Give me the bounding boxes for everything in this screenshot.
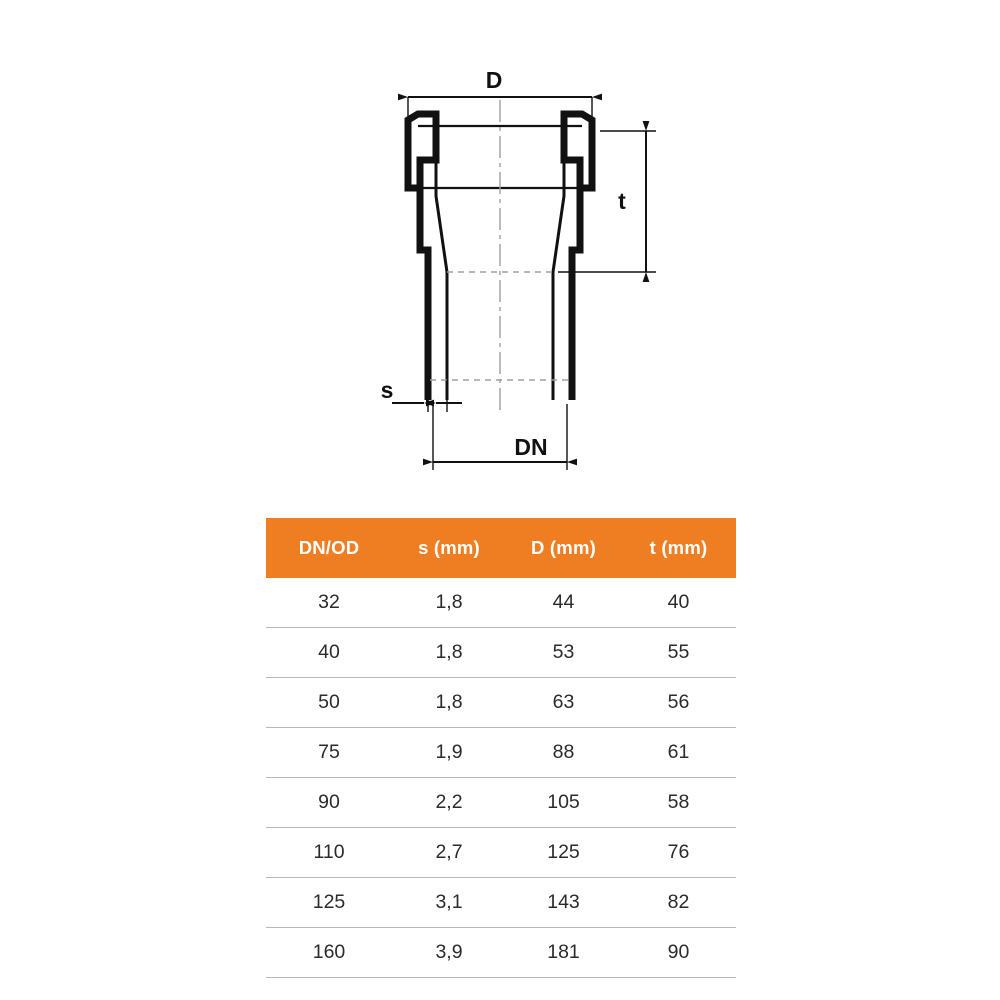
- table-row: [266, 678, 736, 728]
- dimension-s: [381, 377, 462, 412]
- cell-s: 1,8: [392, 628, 506, 678]
- cell-d: 105: [506, 778, 621, 828]
- table-body: [266, 578, 736, 978]
- cell-dn: 50: [266, 678, 392, 728]
- cell-t: 56: [621, 678, 736, 728]
- table-row: [266, 628, 736, 678]
- cell-s: 2,2: [392, 778, 506, 828]
- cell-s: 2,7: [392, 828, 506, 878]
- cell-dn: 40: [266, 628, 392, 678]
- column-header-s: s (mm): [392, 518, 506, 578]
- cell-d: 53: [506, 628, 621, 678]
- cell-dn: 75: [266, 728, 392, 778]
- dimension-label-s: s: [380, 377, 394, 403]
- column-header-dn-od: DN/OD: [266, 518, 392, 578]
- table-row: [266, 828, 736, 878]
- cell-d: 44: [506, 578, 621, 628]
- cell-s: 1,8: [392, 578, 506, 628]
- cell-d: 181: [506, 928, 621, 978]
- table-row: [266, 928, 736, 978]
- dimension-label-D: D: [485, 67, 503, 93]
- cell-t: 90: [621, 928, 736, 978]
- table-row: [266, 778, 736, 828]
- cell-dn: 125: [266, 878, 392, 928]
- cell-d: 88: [506, 728, 621, 778]
- cell-dn: 160: [266, 928, 392, 978]
- cell-t: 58: [621, 778, 736, 828]
- cell-t: 82: [621, 878, 736, 928]
- cell-d: 63: [506, 678, 621, 728]
- cell-s: 1,9: [392, 728, 506, 778]
- dimension-label-t: t: [618, 188, 626, 214]
- cell-dn: 110: [266, 828, 392, 878]
- table-header: [266, 518, 736, 578]
- dimension-table: [266, 518, 736, 978]
- column-header-t: t (mm): [621, 518, 736, 578]
- table-row: [266, 878, 736, 928]
- cell-d: 125: [506, 828, 621, 878]
- column-header-d: D (mm): [506, 518, 621, 578]
- dimension-DN: [433, 404, 567, 470]
- dimension-label-DN: DN: [514, 434, 548, 460]
- cell-t: 55: [621, 628, 736, 678]
- dimension-table-container: [266, 518, 728, 978]
- cell-dn: 90: [266, 778, 392, 828]
- cell-s: 3,9: [392, 928, 506, 978]
- cell-d: 143: [506, 878, 621, 928]
- cell-s: 1,8: [392, 678, 506, 728]
- cell-t: 61: [621, 728, 736, 778]
- table-row: [266, 728, 736, 778]
- cell-s: 3,1: [392, 878, 506, 928]
- cell-t: 40: [621, 578, 736, 628]
- table-header-row: [266, 518, 736, 578]
- cell-dn: 32: [266, 578, 392, 628]
- cell-t: 76: [621, 828, 736, 878]
- table-row: [266, 578, 736, 628]
